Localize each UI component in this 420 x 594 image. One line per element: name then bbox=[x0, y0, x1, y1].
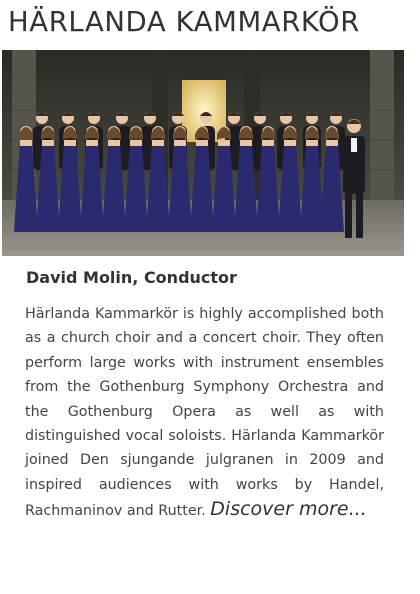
description-paragraph: Härlanda Kammarkör is highly accomplished both as a church choir and a concert choir. They often perform large works with instrument ensembles from the Gothenburg Symphony Orchestra and the Gothenburg Opera as well as with distinguished vocal soloists. Härlanda Kammarkör joined Den sjungande julgranen in 2009 and inspired audiences with works by Handel, Rachmaninov and Rutter. bbox=[25, 306, 384, 520]
page-title: HÄRLANDA KAMMARKÖR bbox=[8, 6, 360, 38]
choir-photo-image bbox=[2, 50, 404, 256]
choir-description bbox=[25, 302, 384, 524]
choir-photo bbox=[2, 50, 404, 256]
conductor-caption: David Molin, Conductor bbox=[26, 268, 237, 287]
discover-more-link[interactable]: Discover more... bbox=[210, 498, 367, 521]
